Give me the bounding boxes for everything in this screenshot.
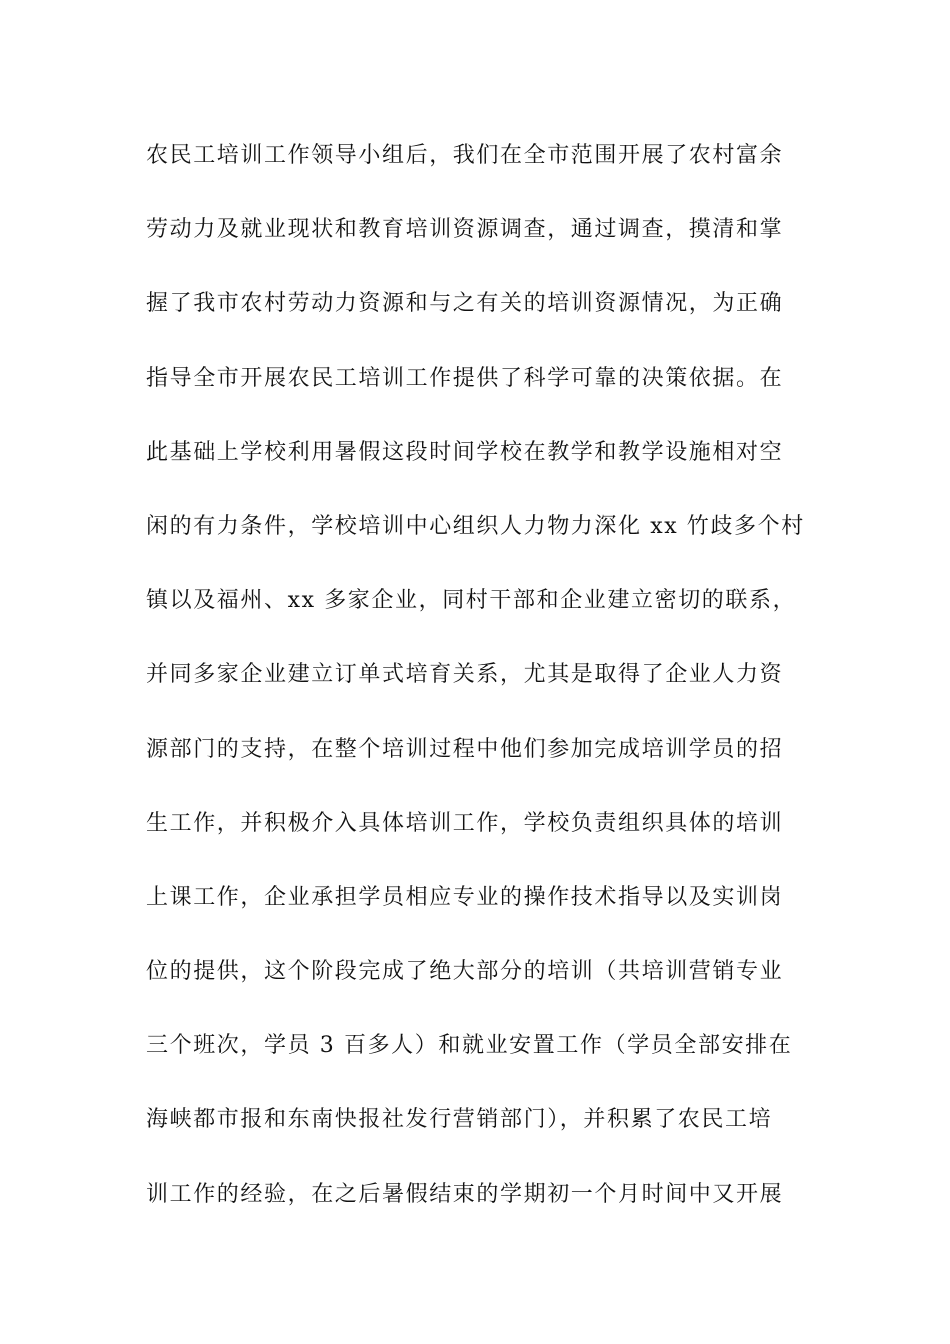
text-line-12: 位的提供，这个阶段完成了绝大部分的培训（共培训营销专业 xyxy=(146,959,784,985)
text-line-1: 农民工培训工作领导小组后，我们在全市范围开展了农村富余 xyxy=(146,143,784,168)
text-line-13: 三个班次，学员 3 百多人）和就业安置工作（学员全部安排在 xyxy=(146,1033,793,1059)
text-line-15: 训工作的经验，在之后暑假结束的学期初一个月时间中又开展 xyxy=(146,1181,784,1207)
text-line-5: 此基础上学校利用暑假这段时间学校在教学和教学设施相对空 xyxy=(146,439,784,465)
body-paragraph xyxy=(146,126,806,1239)
text-line-6: 闲的有力条件，学校培训中心组织人力物力深化 xx 竹歧多个村 xyxy=(146,513,805,539)
text-line-7: 镇以及福州、xx 多家企业，同村干部和企业建立密切的联系， xyxy=(146,588,797,614)
text-line-10: 生工作，并积极介入具体培训工作，学校负责组织具体的培训 xyxy=(146,810,784,836)
text-line-4: 指导全市开展农民工培训工作提供了科学可靠的决策依据。在 xyxy=(146,365,784,391)
text-line-9: 源部门的支持，在整个培训过程中他们参加完成培训学员的招 xyxy=(146,736,784,762)
text-line-3: 握了我市农村劳动力资源和与之有关的培训资源情况，为正确 xyxy=(146,291,784,317)
text-line-11: 上课工作，企业承担学员相应专业的操作技术指导以及实训岗 xyxy=(146,884,784,910)
text-line-2: 劳动力及就业现状和教育培训资源调查，通过调查，摸清和掌 xyxy=(146,217,784,243)
text-line-14: 海峡都市报和东南快报社发行营销部门），并积累了农民工培 xyxy=(146,1107,773,1133)
text-line-8: 并同多家企业建立订单式培育关系，尤其是取得了企业人力资 xyxy=(146,662,784,688)
